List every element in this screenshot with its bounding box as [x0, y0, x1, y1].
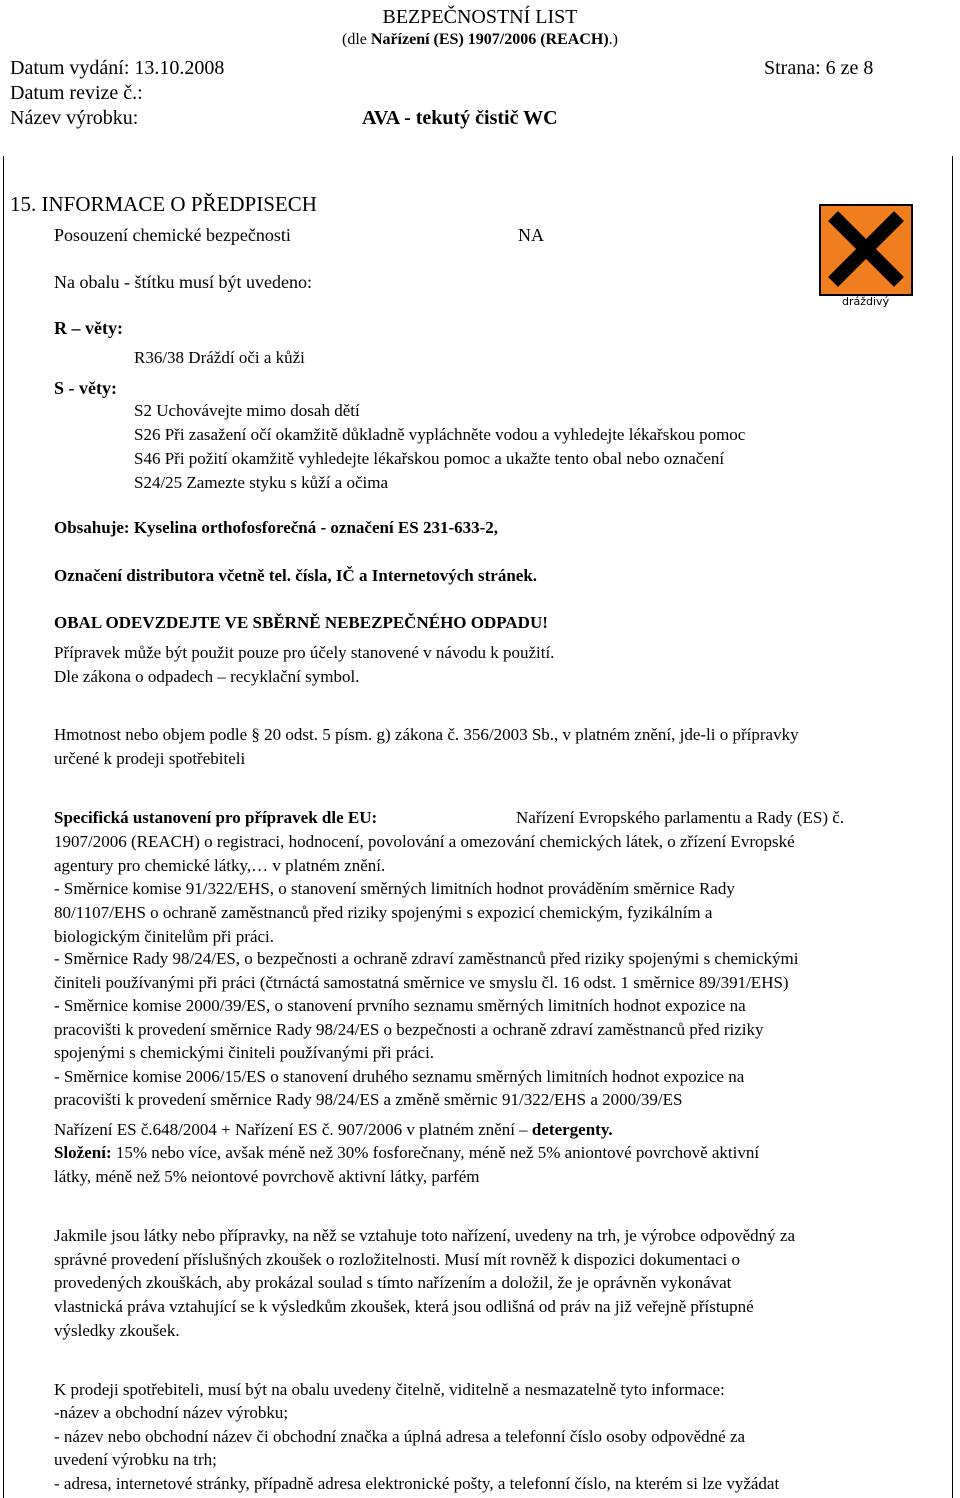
contains-statement: Obsahuje: Kyselina orthofosforečná - označení ES 231-633-2,	[54, 518, 499, 537]
composition-label: Složení:	[54, 1143, 112, 1162]
assessment-value: NA	[518, 225, 544, 245]
regulation-name: Nařízení (ES) 1907/2006 (REACH)	[370, 31, 609, 48]
market-paragraph-line: vlastnická práva vztahující se k výsledkům zkoušek, která jsou odlišná od práv na již veřejně přístupné	[54, 1297, 754, 1316]
consumer-info-line: - adresa, internetové stránky, případně adresa elektronické pošty, a telefonní číslo, na kterém si lze vyžádat	[54, 1474, 780, 1493]
s-phrase: S46 Při požití okamžitě vyhledejte lékařskou pomoc a ukažte tento obal nebo označení	[134, 449, 725, 468]
eu-provision-line: 1907/2006 (REACH) o registraci, hodnocení, povolování a omezování chemických látek, o zřízení Evropské	[54, 832, 795, 851]
document-title: BEZPEČNOSTNÍ LIST	[382, 6, 578, 28]
consumer-info-line: uvedení výrobku na trh;	[54, 1450, 217, 1469]
page-number: Strana: 6 ze 8	[764, 57, 874, 79]
product-label: Název výrobku:	[10, 107, 139, 129]
eu-provisions-label: Specifická ustanovení pro přípravek dle EU:	[54, 808, 378, 827]
distributor-statement: Označení distributora včetně tel. čísla, IČ a Internetových stránek.	[54, 566, 538, 585]
weight-note-line: Hmotnost nebo objem podle § 20 odst. 5 písm. g) zákona č. 356/2003 Sb., v platném znění, jde-li o přípravky	[54, 725, 799, 744]
eu-provision-line: - Směrnice Rady 98/24/ES, o bezpečnosti a ochraně zdraví zaměstnanců před riziky spojenými s chemickými	[54, 949, 799, 968]
product-name: AVA - tekutý čistič WC	[362, 107, 558, 129]
consumer-info-line: -název a obchodní název výrobku;	[54, 1403, 289, 1422]
eu-provision-line: - Směrnice komise 2006/15/ES o stanovení druhého seznamu směrných limitních hodnot expozice na	[54, 1067, 745, 1086]
eu-provision-line: Nařízení Evropského parlamentu a Rady (ES) č.	[516, 808, 845, 827]
hazard-caption: dráždivý	[842, 295, 890, 308]
irritant-hazard-icon	[818, 203, 914, 313]
detergents-regulation	[54, 1120, 613, 1140]
issue-date: Datum vydání: 13.10.2008	[10, 57, 225, 79]
eu-provision-line: biologickým činitelům při práci.	[54, 927, 275, 946]
eu-provision-line: - Směrnice komise 2000/39/ES, o stanovení prvního seznamu směrných limitních hodnot expozice na	[54, 996, 746, 1015]
regulation-suffix: .)	[608, 31, 618, 48]
eu-provision-line: 80/1107/EHS o ochraně zaměstnanců před riziky spojenými s expozicí chemickým, fyzikálním a	[54, 903, 713, 922]
market-paragraph-line: správné provedení příslušných zkoušek o rozložitelnosti. Musí mít rovněž k dispozici dokumentaci o	[54, 1250, 740, 1269]
detergents-prefix: Nařízení ES č.648/2004 + Nařízení ES č. 907/2006 v platném znění –	[54, 1120, 532, 1139]
waste-warning: OBAL ODEVZDEJTE VE SBĚRNĚ NEBEZPEČNÉHO ODPADU!	[54, 613, 548, 632]
composition-line	[54, 1143, 759, 1163]
usage-note: Přípravek může být použit pouze pro účely stanovené v návodu k použití.	[54, 643, 555, 662]
composition-line: látky, méně než 5% neiontové povrchově aktivní látky, parfém	[54, 1167, 480, 1186]
s-phrase: S24/25 Zamezte styku s kůží a očima	[134, 473, 388, 492]
market-paragraph-line: výsledky zkoušek.	[54, 1321, 180, 1340]
regulation-prefix: (dle	[342, 31, 371, 48]
s-phrase: S2 Uchovávejte mimo dosah dětí	[134, 401, 360, 420]
r-phrase: R36/38 Dráždí oči a kůži	[134, 348, 305, 367]
recycling-note: Dle zákona o odpadech – recyklační symbol.	[54, 667, 360, 686]
eu-provision-line: pracovišti k provedení směrnice Rady 98/24/ES o bezpečnosti a ochraně zdraví zaměstnanců před riziky	[54, 1020, 764, 1039]
s-phrases-label: S - věty:	[54, 378, 117, 398]
eu-provision-line: činiteli používanými při práci (čtrnáctá samostatná směrnice ve smyslu čl. 16 odst. 1 směrnice 89/391/EHS)	[54, 973, 789, 992]
left-border	[3, 156, 4, 1498]
r-phrases-label: R – věty:	[54, 318, 123, 338]
s-phrase: S26 Při zasažení očí okamžitě důkladně vypláchněte vodou a vyhledejte lékařskou pomoc	[134, 425, 746, 444]
weight-note-line: určené k prodeji spotřebiteli	[54, 749, 246, 768]
right-border	[952, 156, 953, 1498]
market-paragraph-line: provedených zkouškách, aby prokázal soulad s tímto nařízením a doložil, že je oprávněn vykonávat	[54, 1273, 732, 1292]
consumer-info-line: - název nebo obchodní název či obchodní značka a úplná adresa a telefonní číslo osoby odpovědné za	[54, 1427, 746, 1446]
eu-provision-line: - Směrnice komise 91/322/EHS, o stanovení směrných limitních hodnot prováděním směrnice Rady	[54, 879, 735, 898]
eu-provision-line: spojenými s chemickými činiteli používanými při práci.	[54, 1043, 435, 1062]
label-required: Na obalu - štítku musí být uvedeno:	[54, 272, 312, 292]
eu-provision-line: agentury pro chemické látky,… v platném znění.	[54, 856, 386, 875]
regulation-reference	[0, 31, 960, 49]
market-paragraph-line: Jakmile jsou látky nebo přípravky, na něž se vztahuje toto nařízení, uvedeny na trh, je výrobce odpovědný za	[54, 1226, 795, 1245]
consumer-info-line: K prodeji spotřebiteli, musí být na obalu uvedeny čitelně, viditelně a nesmazatelně tyto informace:	[54, 1380, 725, 1399]
section-heading: 15. INFORMACE O PŘEDPISECH	[10, 192, 317, 216]
composition-text: 15% nebo více, avšak méně než 30% fosforečnany, méně než 5% aniontové povrchově aktivní	[111, 1143, 760, 1162]
detergents-label: detergenty.	[531, 1120, 613, 1139]
assessment-label: Posouzení chemické bezpečnosti	[54, 225, 291, 245]
eu-provision-line: pracovišti k provedení směrnice Rady 98/24/ES a změně směrnic 91/322/EHS a 2000/39/ES	[54, 1090, 683, 1109]
revision-date: Datum revize č.:	[10, 82, 143, 104]
